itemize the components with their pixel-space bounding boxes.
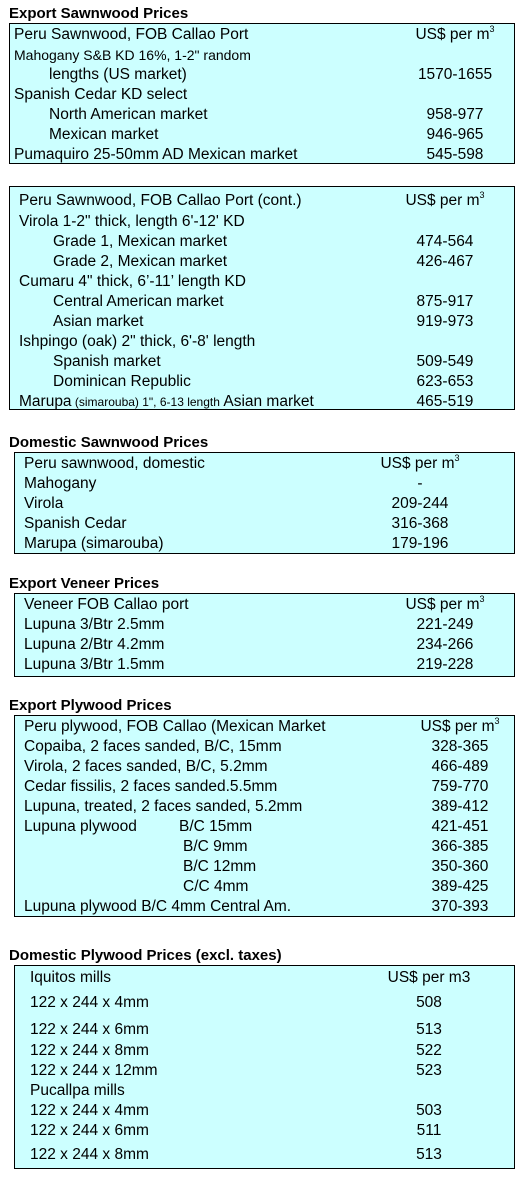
table-header-label: Iquitos mills — [30, 969, 111, 986]
table-row — [10, 45, 514, 65]
price-cell: 946-965 — [426, 126, 484, 143]
label-cell: Asian market — [53, 313, 144, 330]
table-row — [15, 988, 514, 1014]
label-cell: Pucallpa mills — [30, 1082, 125, 1099]
label-cell: Spanish Cedar KD select — [14, 86, 188, 103]
label-cell: US$ per m — [405, 192, 480, 209]
price-cell: 389-425 — [431, 878, 489, 895]
label-cell: Virola, 2 faces sanded, B/C, 5.2mm — [24, 758, 268, 775]
domestic-sawnwood-heading: Domestic Sawnwood Prices — [9, 434, 209, 451]
table-header-row — [15, 966, 514, 988]
table-row — [15, 1096, 514, 1119]
label-cell: 122 x 244 x 8mm — [30, 1042, 149, 1059]
table-row — [15, 474, 514, 494]
price-cell: 179-196 — [391, 535, 449, 552]
export-plywood-table — [14, 715, 515, 917]
table-row — [10, 105, 514, 125]
label-cell: Mexican market — [49, 126, 159, 143]
price-cell: 919-973 — [416, 313, 474, 330]
label-cell: 122 x 244 x 8mm — [30, 1146, 149, 1163]
label-cell: Lupuna, treated, 2 faces sanded, 5.2mm — [24, 798, 303, 815]
table-row — [10, 212, 514, 232]
export-plywood-heading: Export Plywood Prices — [9, 697, 172, 714]
table-row — [10, 332, 514, 352]
label-cell: US$ per m — [380, 455, 455, 472]
label-cell: Marupa (simarouba) — [24, 535, 164, 552]
table-row — [10, 352, 514, 372]
price-cell: 545-598 — [426, 146, 484, 163]
price-cell: 1570-1655 — [417, 66, 493, 83]
table-header-label: Veneer FOB Callao port — [24, 596, 189, 613]
table-header-row — [15, 454, 514, 474]
label-cell — [19, 392, 314, 412]
sub-label-cell: B/C 12mm — [183, 858, 257, 875]
export-veneer-table — [14, 593, 515, 677]
price-cell: 466-489 — [431, 758, 489, 775]
unit-header — [385, 717, 526, 737]
unit-header — [380, 25, 526, 45]
domestic-sawnwood-table — [14, 452, 515, 554]
table-row — [15, 514, 514, 534]
price-cell: 875-917 — [416, 293, 474, 310]
label-cell: Spanish market — [53, 353, 161, 370]
label-cell: 122 x 244 x 12mm — [30, 1062, 158, 1079]
table-header-row — [10, 25, 514, 45]
table-row — [10, 392, 514, 412]
domestic-plywood-heading: Domestic Plywood Prices (excl. taxes) — [9, 947, 282, 964]
table-row — [15, 494, 514, 514]
price-cell: 511 — [416, 1122, 442, 1139]
export-sawnwood-table — [9, 23, 515, 164]
label-cell: Ishpingo (oak) 2" thick, 6'-8' length — [19, 333, 256, 350]
table-row — [10, 312, 514, 332]
table-row — [15, 737, 514, 757]
label-cell: 122 x 244 x 4mm — [30, 1102, 149, 1119]
label-cell: Spanish Cedar — [24, 515, 127, 532]
price-cell: 219-228 — [416, 656, 474, 673]
table-header-label: Peru sawnwood, domestic — [24, 455, 205, 472]
price-cell: 759-770 — [431, 778, 489, 795]
label-cell: lengths (US market) — [49, 66, 187, 83]
price-cell: 221-249 — [416, 616, 474, 633]
price-cell: 508 — [416, 994, 442, 1011]
unit-header — [370, 595, 520, 615]
label-cell: 3 — [494, 716, 500, 726]
label-cell: Copaiba, 2 faces sanded, B/C, 15mm — [24, 738, 282, 755]
table-row — [10, 65, 514, 85]
table-row — [15, 777, 514, 797]
table-row — [15, 615, 514, 635]
label-cell: Marupa — [19, 393, 72, 410]
table-row — [10, 292, 514, 312]
price-cell: 513 — [416, 1146, 442, 1163]
label-cell: Cedar fissilis, 2 faces sanded.5.5mm — [24, 778, 278, 795]
table-row — [10, 232, 514, 252]
table-row — [15, 534, 514, 554]
price-cell: 328-365 — [431, 738, 489, 755]
table-header-label: Peru Sawnwood, FOB Callao Port (cont.) — [19, 192, 302, 209]
sub-label-cell: B/C 9mm — [183, 838, 248, 855]
price-cell: 421-451 — [431, 818, 489, 835]
table-row — [15, 837, 514, 857]
table-row — [15, 757, 514, 777]
label-cell: Central American market — [53, 293, 224, 310]
label-cell: Dominican Republic — [53, 373, 191, 390]
price-cell: - — [417, 475, 423, 492]
label-cell: Lupuna plywood B/C 4mm Central Am. — [24, 898, 292, 915]
price-cell: 316-368 — [391, 515, 449, 532]
export-sawnwood-heading: Export Sawnwood Prices — [9, 5, 189, 22]
price-cell: 389-412 — [431, 798, 489, 815]
table-row — [15, 877, 514, 897]
table-row — [15, 857, 514, 877]
price-cell: 503 — [416, 1102, 442, 1119]
table-row — [15, 897, 514, 917]
label-cell: Pumaquiro 25-50mm AD Mexican market — [14, 146, 298, 163]
label-cell: US$ per m — [420, 718, 495, 735]
price-cell: 350-360 — [431, 858, 489, 875]
label-cell: 122 x 244 x 6mm — [30, 1122, 149, 1139]
price-cell: 234-266 — [416, 636, 474, 653]
table-row — [15, 635, 514, 655]
label-cell: Grade 2, Mexican market — [53, 253, 228, 270]
table-row — [15, 797, 514, 817]
label-cell: 122 x 244 x 6mm — [30, 1021, 149, 1038]
label-cell: North American market — [49, 106, 208, 123]
price-cell: 465-519 — [416, 393, 474, 410]
table-row — [15, 817, 514, 837]
label-cell: US$ per m — [415, 26, 490, 43]
price-cell: 509-549 — [416, 353, 474, 370]
table-row — [15, 1076, 514, 1099]
label-cell: Mahogany S&B KD 16%, 1-2" random — [14, 47, 251, 63]
export-veneer-heading: Export Veneer Prices — [9, 575, 160, 592]
label-cell: Lupuna plywood — [24, 818, 137, 835]
label-cell: 3 — [479, 190, 485, 200]
price-cell: 623-653 — [416, 373, 474, 390]
domestic-plywood-table — [14, 965, 515, 1169]
table-row — [10, 125, 514, 145]
label-cell: Lupuna 3/Btr 1.5mm — [24, 656, 165, 673]
label-cell: (simarouba) 1", 6-13 length — [71, 395, 220, 409]
label-cell: Lupuna 3/Btr 2.5mm — [24, 616, 165, 633]
label-cell: 3 — [454, 453, 460, 463]
table-header-row — [15, 595, 514, 615]
label-cell: 3 — [479, 594, 485, 604]
price-cell: 426-467 — [416, 253, 474, 270]
label-cell: 122 x 244 x 4mm — [30, 994, 149, 1011]
table-row — [10, 85, 514, 105]
label-cell: Lupuna 2/Btr 4.2mm — [24, 636, 165, 653]
export-sawnwood-cont-table — [9, 186, 515, 410]
sub-label-cell: B/C 15mm — [179, 818, 253, 835]
price-cell: 209-244 — [391, 495, 449, 512]
label-cell: Grade 1, Mexican market — [53, 233, 228, 250]
price-cell: 513 — [416, 1021, 442, 1038]
table-row — [10, 272, 514, 292]
table-row — [15, 1056, 514, 1079]
label-cell: US$ per m — [405, 596, 480, 613]
table-row — [15, 1036, 514, 1059]
table-row — [15, 655, 514, 675]
price-cell: 474-564 — [416, 233, 474, 250]
table-row — [15, 1138, 514, 1163]
table-header-row — [10, 188, 514, 212]
unit-header: US$ per m3 — [387, 969, 471, 986]
sub-label-cell: C/C 4mm — [183, 878, 249, 895]
price-cell: 522 — [416, 1042, 442, 1059]
table-header-label: Peru plywood, FOB Callao (Mexican Market — [24, 718, 326, 735]
table-row — [10, 252, 514, 272]
table-row — [10, 145, 514, 165]
price-cell: 523 — [416, 1062, 442, 1079]
label-cell: 3 — [489, 24, 495, 34]
table-header-label: Peru Sawnwood, FOB Callao Port — [14, 26, 249, 43]
table-row — [15, 1014, 514, 1036]
label-cell: Virola 1-2" thick, length 6'-12' KD — [19, 213, 245, 230]
price-cell: 958-977 — [426, 106, 484, 123]
table-row — [15, 1116, 514, 1138]
price-cell: 370-393 — [431, 898, 489, 915]
price-cell: 366-385 — [431, 838, 489, 855]
table-row — [10, 372, 514, 392]
unit-header — [345, 454, 495, 474]
table-header-row — [15, 717, 514, 737]
label-cell: Cumaru 4" thick, 6’-11’ length KD — [19, 273, 246, 290]
label-cell: Mahogany — [24, 475, 97, 492]
label-cell: Asian market — [219, 393, 314, 410]
unit-header — [370, 191, 520, 211]
label-cell: Virola — [24, 495, 64, 512]
